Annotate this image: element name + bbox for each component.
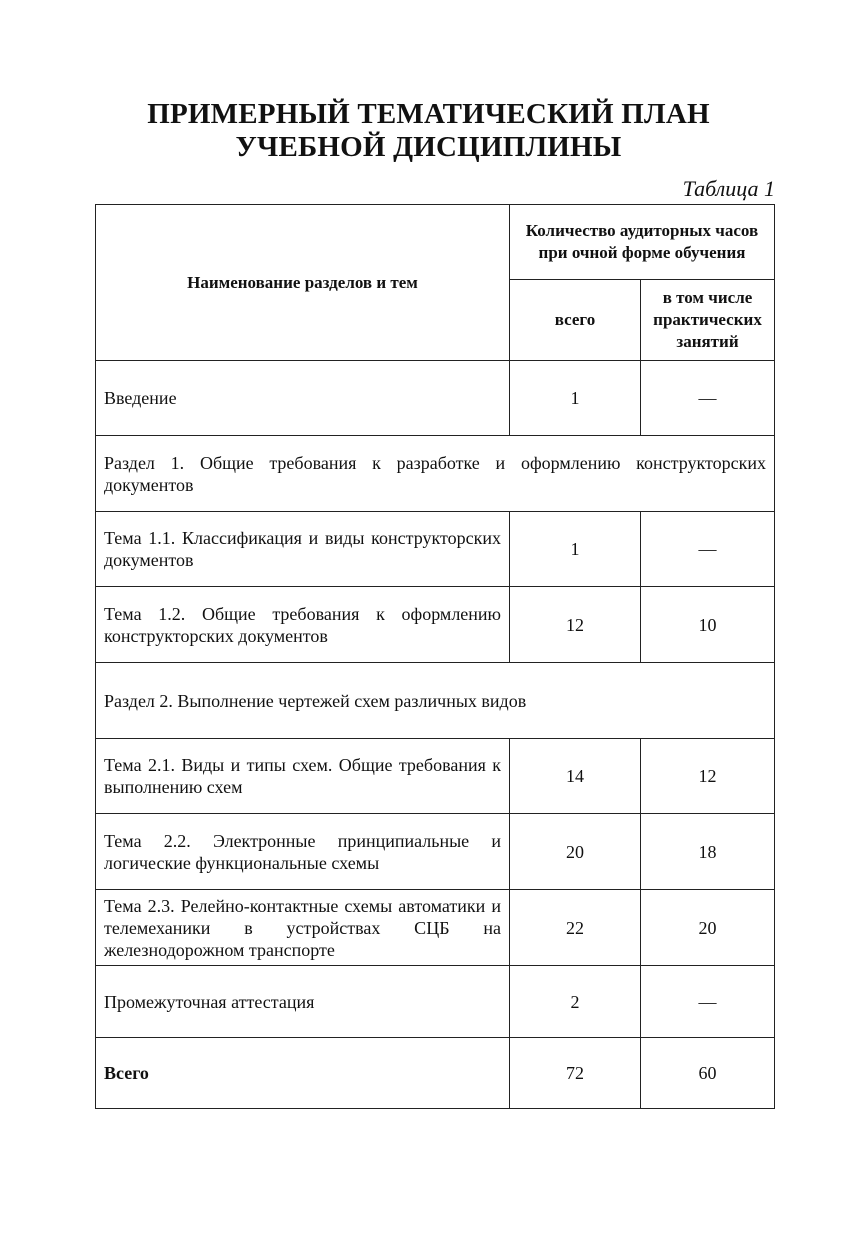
topic-name-cell: Тема 2.3. Релейно-контактные схемы автоматики и телемеханики в устройствах СЦБ на железнодорожном транспорте — [96, 890, 510, 966]
total-hours-cell: 14 — [510, 739, 641, 814]
practice-hours-cell: 60 — [641, 1038, 775, 1109]
practice-hours-cell: — — [641, 361, 775, 436]
total-hours-cell: 22 — [510, 890, 641, 966]
thematic-plan-table — [95, 204, 775, 1109]
section-title: Раздел 2. Выполнение чертежей схем различных видов — [96, 663, 775, 739]
section-row — [96, 436, 775, 512]
practice-hours-cell: 12 — [641, 739, 775, 814]
total-hours-cell: 12 — [510, 587, 641, 663]
topic-name-cell: Промежуточная аттестация — [96, 966, 510, 1038]
total-hours-cell: 1 — [510, 361, 641, 436]
table-row — [96, 587, 775, 663]
section-row — [96, 663, 775, 739]
total-hours-cell: 2 — [510, 966, 641, 1038]
header-practice: в том числе практических занятий — [641, 280, 775, 361]
topic-name-cell: Тема 2.1. Виды и типы схем. Общие требования к выполнению схем — [96, 739, 510, 814]
topic-name-cell: Тема 1.1. Классификация и виды конструкторских документов — [96, 512, 510, 587]
header-name: Наименование разделов и тем — [96, 205, 510, 361]
page-title — [0, 98, 857, 164]
practice-hours-cell: 18 — [641, 814, 775, 890]
table-row — [96, 512, 775, 587]
practice-hours-cell: — — [641, 512, 775, 587]
total-row — [96, 1038, 775, 1109]
topic-name-cell: Тема 1.2. Общие требования к оформлению конструкторских документов — [96, 587, 510, 663]
header-hours-group: Количество аудиторных часов при очной форме обучения — [510, 205, 775, 280]
table-row — [96, 361, 775, 436]
table-caption: Таблица 1 — [682, 176, 775, 201]
page-title-line-2: УЧЕБНОЙ ДИСЦИПЛИНЫ — [235, 131, 622, 163]
total-hours-cell: 1 — [510, 512, 641, 587]
table-row — [96, 814, 775, 890]
practice-hours-cell: 20 — [641, 890, 775, 966]
topic-name-cell: Введение — [96, 361, 510, 436]
practice-hours-cell: — — [641, 966, 775, 1038]
total-hours-cell: 72 — [510, 1038, 641, 1109]
header-total: всего — [510, 280, 641, 361]
topic-name-cell: Тема 2.2. Электронные принципиальные и логические функциональные схемы — [96, 814, 510, 890]
total-hours-cell: 20 — [510, 814, 641, 890]
table-row — [96, 890, 775, 966]
section-title: Раздел 1. Общие требования к разработке и оформлению конструкторских документов — [96, 436, 775, 512]
topic-name-cell: Всего — [96, 1038, 510, 1109]
practice-hours-cell: 10 — [641, 587, 775, 663]
table-row — [96, 739, 775, 814]
page-title-line-1: ПРИМЕРНЫЙ ТЕМАТИЧЕСКИЙ ПЛАН — [147, 98, 710, 130]
table-body — [96, 361, 775, 1109]
table-row — [96, 966, 775, 1038]
